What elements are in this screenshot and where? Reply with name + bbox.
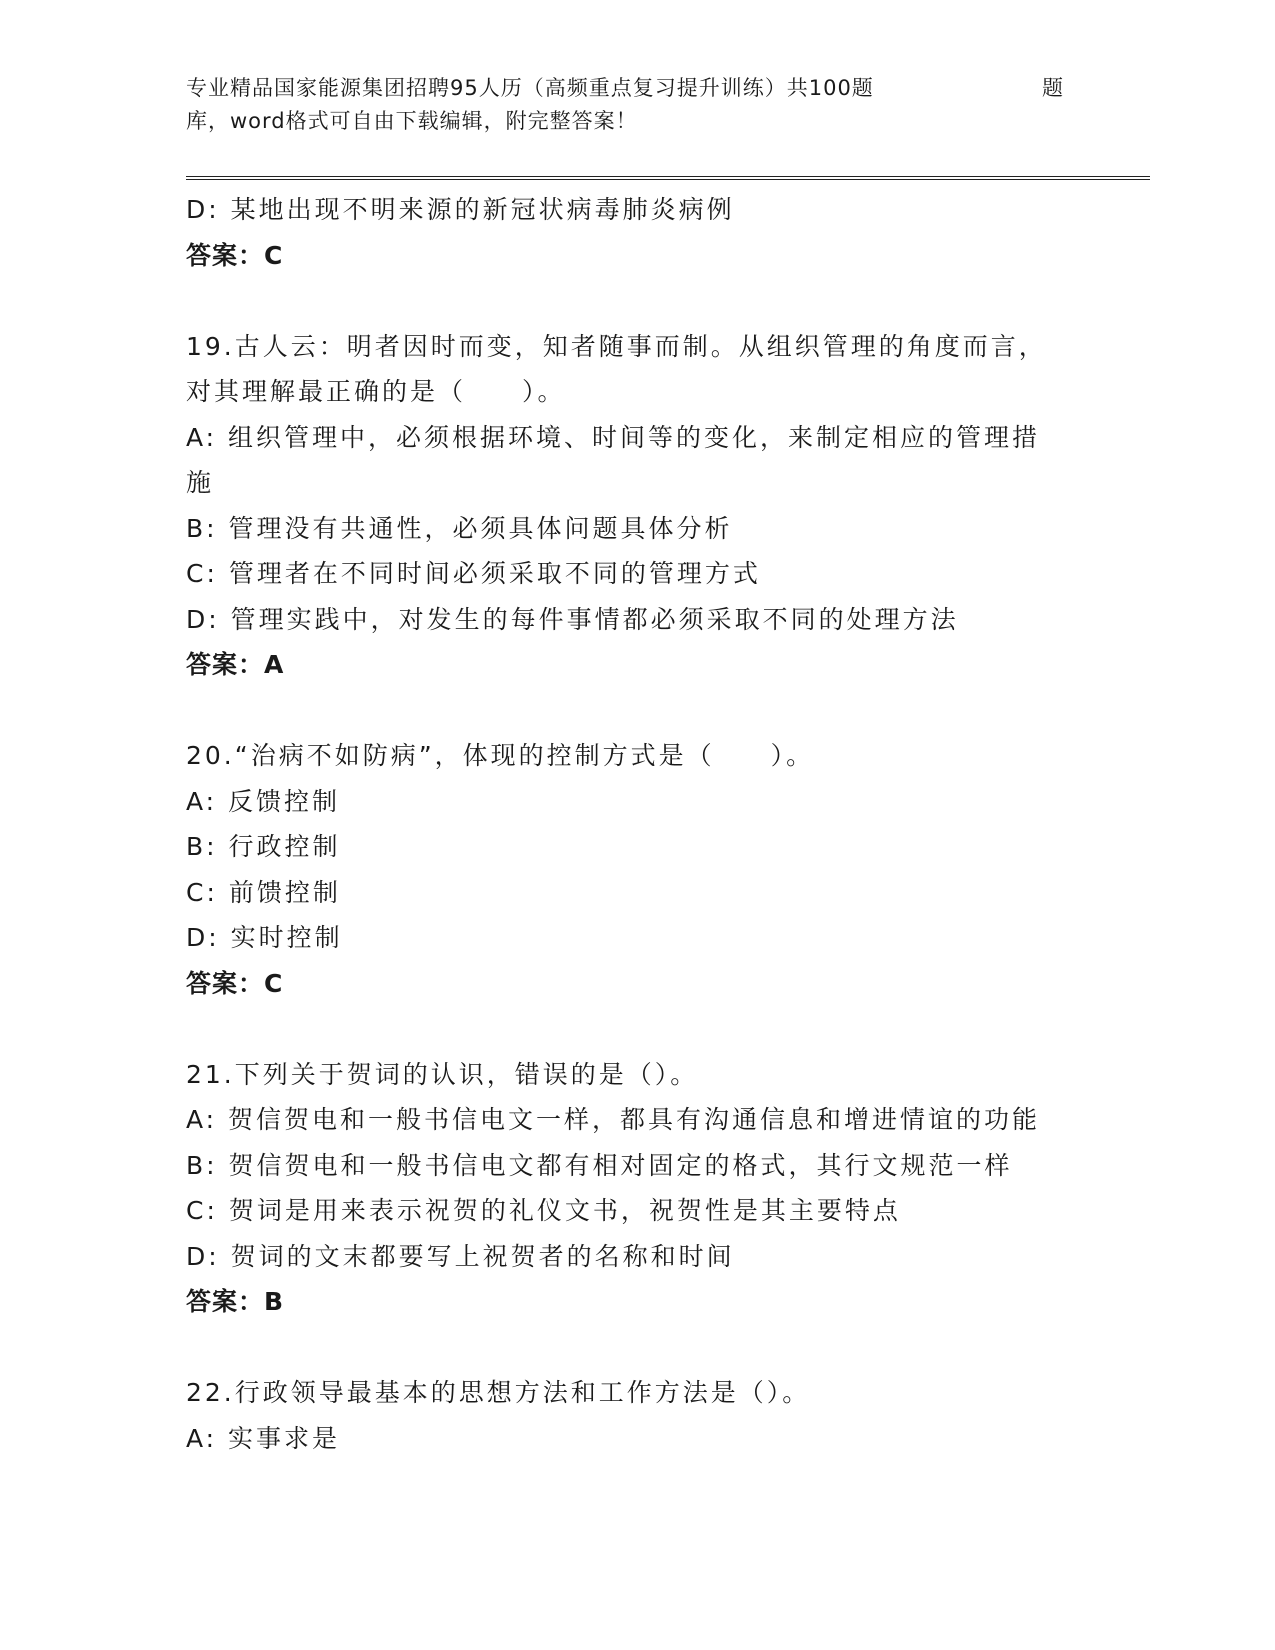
question-line: C: 管理者在不同时间必须采取不同的管理方式 <box>186 559 761 588</box>
answer-line: 答案：B <box>186 1287 285 1316</box>
question-content <box>186 187 1086 1461</box>
header-line-2: 库，word格式可自由下载编辑，附完整答案！ <box>186 109 638 133</box>
question-block <box>186 733 1086 1006</box>
answer-line: 答案：C <box>186 968 284 998</box>
question-block <box>186 1370 1086 1461</box>
question-line: A: 反馈控制 <box>186 786 341 816</box>
question-spacer <box>186 1006 1086 1052</box>
question-stem: 20.“治病不如防病”，体现的控制方式是（ ）。 <box>186 741 815 770</box>
question-line: A: 贺信贺电和一般书信电文一样，都具有沟通信息和增进情谊的功能 <box>186 1105 1041 1134</box>
question-spacer <box>186 1325 1086 1371</box>
question-spacer <box>186 278 1086 324</box>
question-line: 对其理解最正确的是（ ）。 <box>186 377 566 406</box>
header-line-1-extra: 题 <box>1042 76 1064 100</box>
page-header <box>186 72 1066 138</box>
answer-line: 答案：C <box>186 240 284 270</box>
header-line-1: 专业精品国家能源集团招聘95人历（高频重点复习提升训练）共100题 <box>186 76 874 100</box>
question-line: B: 贺信贺电和一般书信电文都有相对固定的格式，其行文规范一样 <box>186 1150 1013 1180</box>
question-line: C: 贺词是用来表示祝贺的礼仪文书，祝贺性是其主要特点 <box>186 1196 901 1225</box>
question-line: B: 行政控制 <box>186 832 341 861</box>
question-spacer <box>186 688 1086 734</box>
question-line: D: 贺词的文末都要写上祝贺者的名称和时间 <box>186 1241 735 1271</box>
question-line: A: 实事求是 <box>186 1423 341 1453</box>
question-block <box>186 187 1086 278</box>
answer-line: 答案：A <box>186 650 285 679</box>
question-line: C: 前馈控制 <box>186 877 341 907</box>
question-block <box>186 324 1086 688</box>
question-line: D: 管理实践中，对发生的每件事情都必须采取不同的处理方法 <box>186 604 959 634</box>
question-stem: 21.下列关于贺词的认识，错误的是（）。 <box>186 1059 699 1089</box>
question-stem: 22.行政领导最基本的思想方法和工作方法是（）。 <box>186 1378 811 1407</box>
question-line: A: 组织管理中，必须根据环境、时间等的变化，来制定相应的管理措 <box>186 422 1041 452</box>
question-line: 施 <box>186 468 215 497</box>
question-stem: 19.古人云：明者因时而变，知者随事而制。从组织管理的角度而言， <box>186 331 1047 361</box>
question-block <box>186 1052 1086 1325</box>
question-line: D: 某地出现不明来源的新冠状病毒肺炎病例 <box>186 195 735 224</box>
question-line: D: 实时控制 <box>186 923 343 952</box>
question-line: B: 管理没有共通性，必须具体问题具体分析 <box>186 513 733 543</box>
header-divider <box>186 176 1150 180</box>
